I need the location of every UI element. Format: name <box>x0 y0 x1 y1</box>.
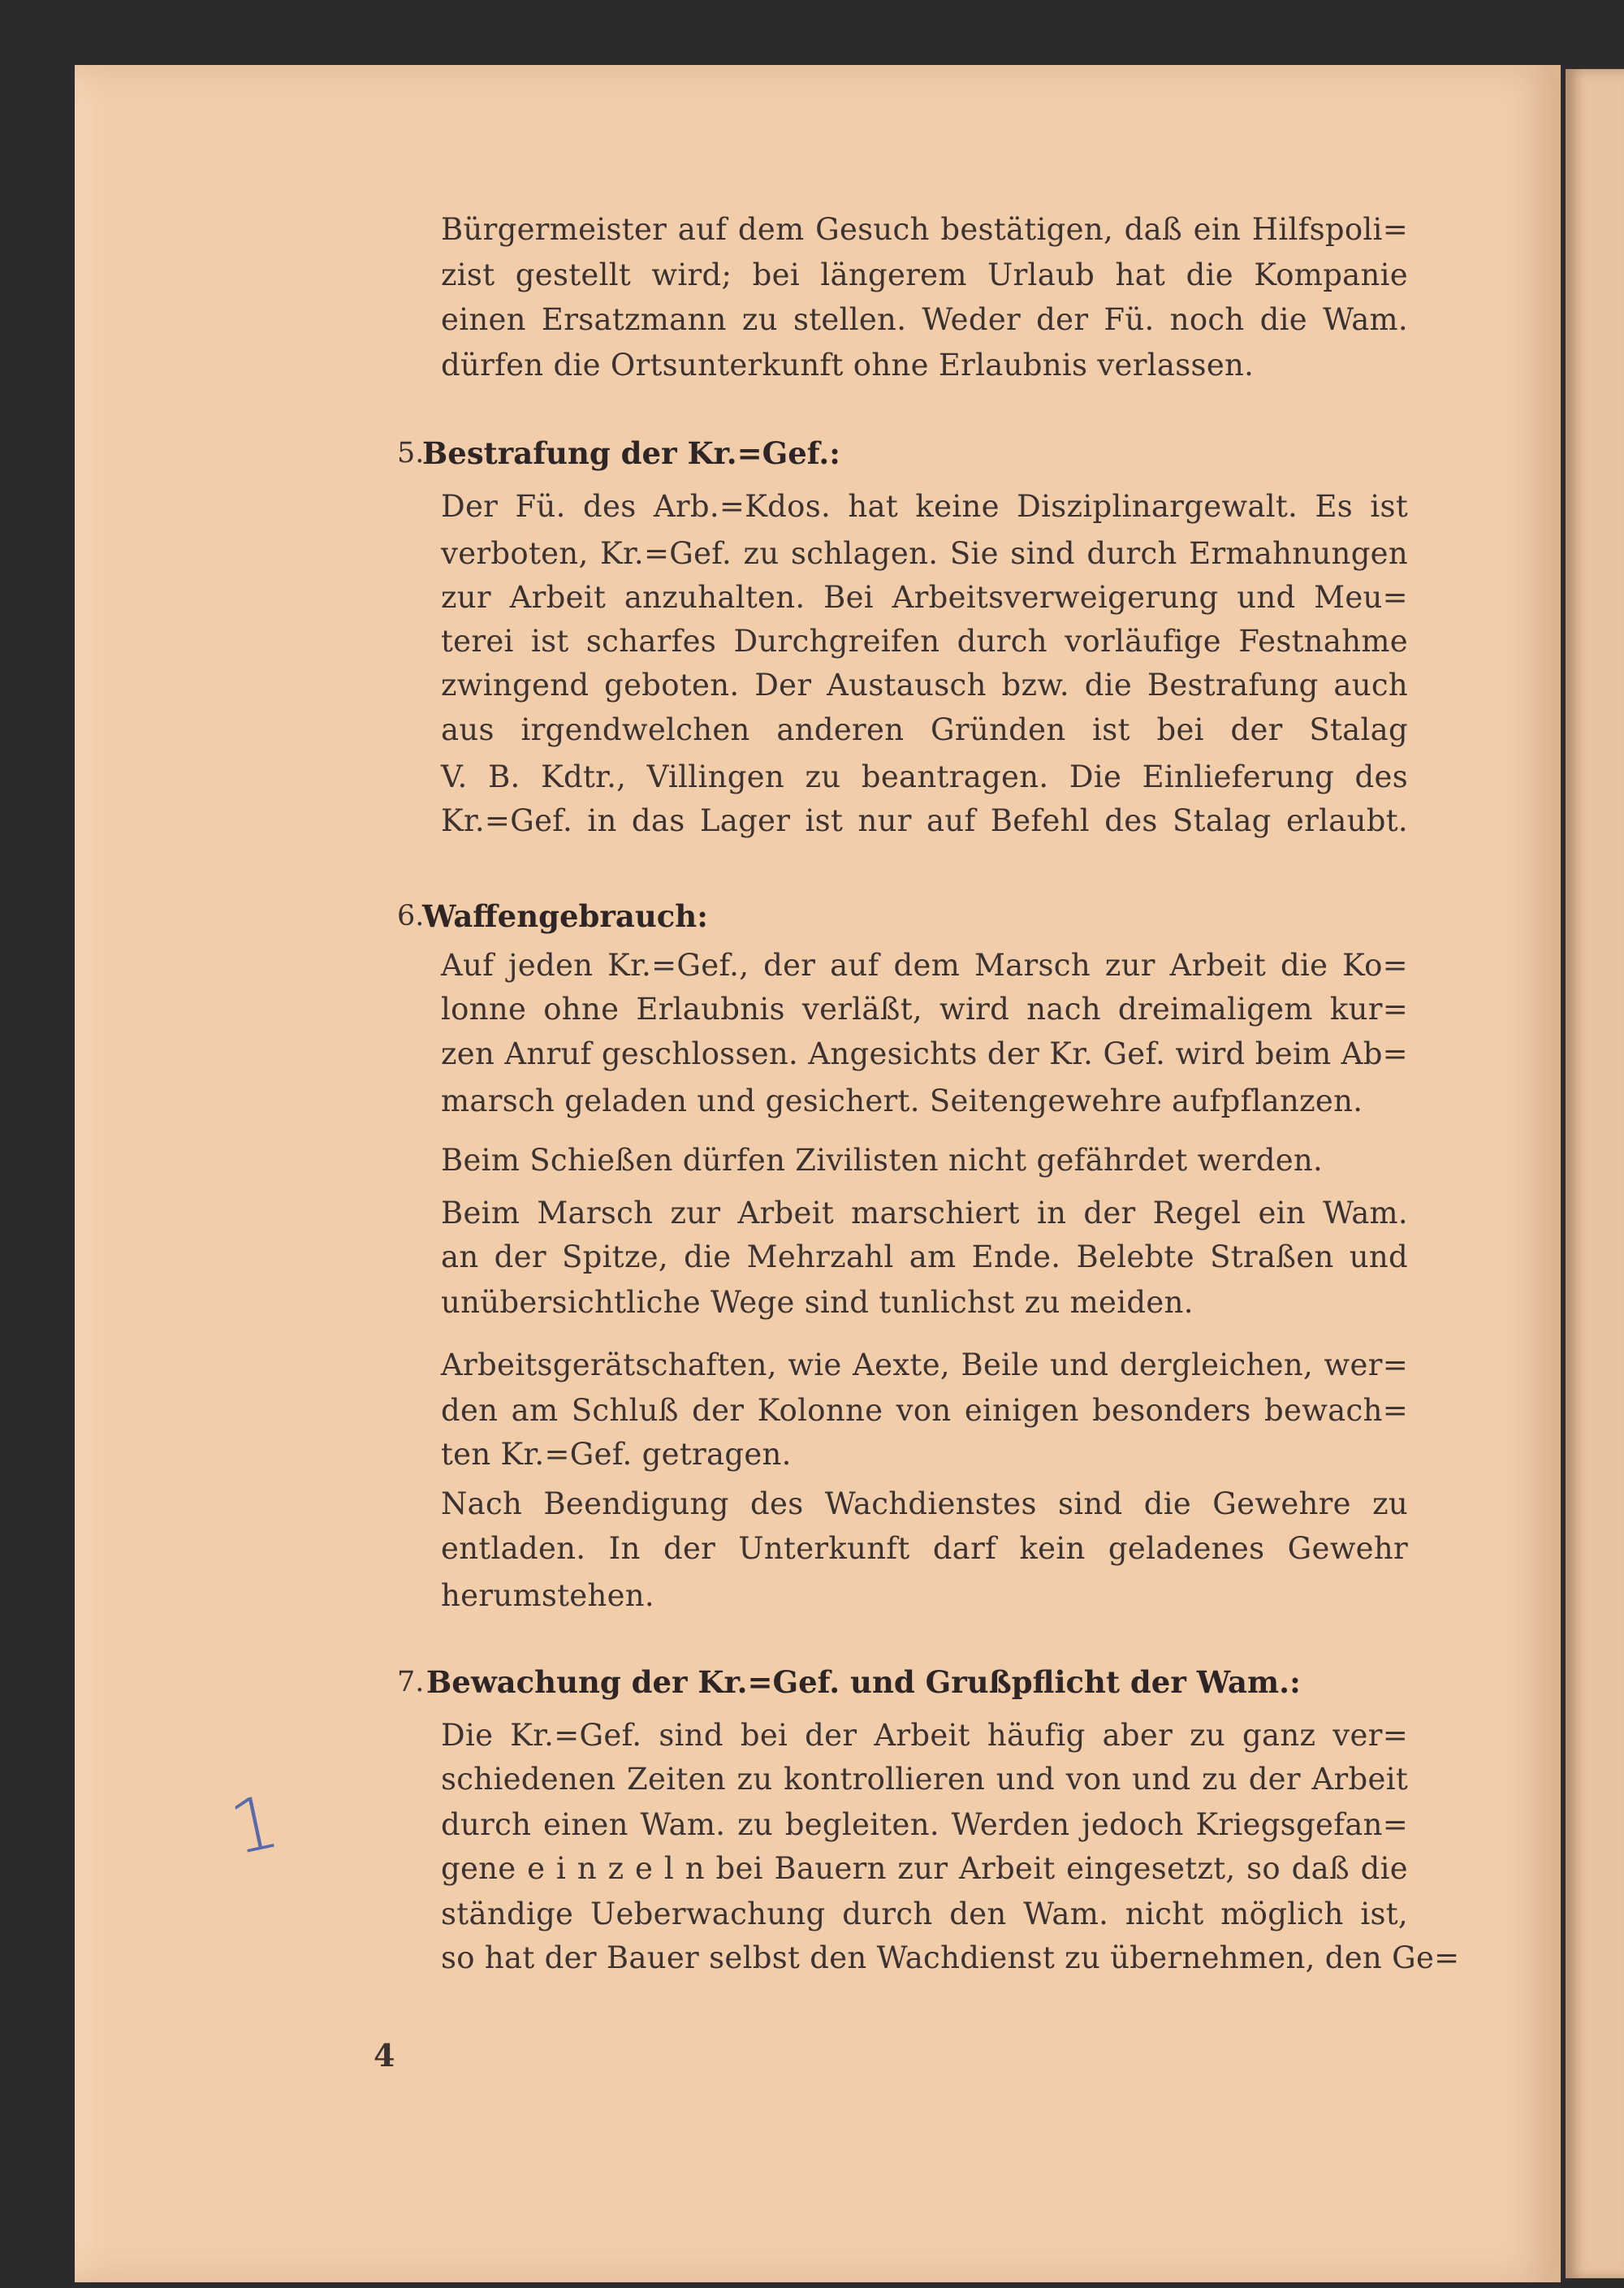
text-line: herumstehen. <box>441 1577 654 1613</box>
section-heading: Bewachung der Kr.=Gef. und Grußpflicht der Wam.: <box>426 1663 1301 1700</box>
handwritten-mark: 1 <box>222 1779 287 1872</box>
text-line: Kr.=Gef. in das Lager ist nur auf Befehl des Stalag erlaubt. <box>441 802 1408 838</box>
text-line: zen Anruf geschlossen. Angesichts der Kr. Gef. wird beim Ab= <box>441 1036 1408 1072</box>
text-line: unübersichtliche Wege sind tunlichst zu meiden. <box>441 1284 1194 1320</box>
text-line: dürfen die Ortsunterkunft ohne Erlaubnis verlassen. <box>441 348 1255 383</box>
text-line: zist gestellt wird; bei längerem Urlaub hat die Kompanie <box>441 257 1408 292</box>
text-line: Bürgermeister auf dem Gesuch bestätigen, daß ein Hilfspoli= <box>441 211 1408 247</box>
text-line: Beim Schießen dürfen Zivilisten nicht gefährdet werden. <box>441 1143 1324 1179</box>
text-line: zwingend geboten. Der Austausch bzw. die Bestrafung auch <box>441 667 1408 703</box>
text-line: Arbeitsgerätschaften, wie Aexte, Beile und dergleichen, wer= <box>441 1347 1408 1382</box>
text-line: ten Kr.=Gef. getragen. <box>441 1436 792 1472</box>
section-number: 7. <box>397 1665 425 1698</box>
text-line: Nach Beendigung des Wachdienstes sind die Gewehre zu <box>441 1486 1408 1521</box>
text-line: so hat der Bauer selbst den Wachdienst zu übernehmen, den Ge= <box>441 1940 1460 1975</box>
text-line: aus irgendwelchen anderen Gründen ist bei der Stalag <box>441 712 1408 748</box>
text-line: Auf jeden Kr.=Gef., der auf dem Marsch zur Arbeit die Ko= <box>441 947 1408 983</box>
text-line: einen Ersatzmann zu stellen. Weder der Fü. noch die Wam. <box>441 302 1408 338</box>
section-heading: Waffengebrauch: <box>422 897 708 934</box>
text-line: den am Schluß der Kolonne von einigen besonders bewach= <box>441 1392 1408 1428</box>
text-line: V. B. Kdtr., Villingen zu beantragen. Die Einlieferung des <box>441 759 1408 794</box>
text-line: lonne ohne Erlaubnis verläßt, wird nach dreimaligem kur= <box>441 991 1408 1027</box>
section-number: 5. <box>397 436 425 469</box>
section-number: 6. <box>397 899 425 932</box>
text-line: Der Fü. des Arb.=Kdos. hat keine Disziplinargewalt. Es ist <box>441 489 1408 525</box>
text-line: zur Arbeit anzuhalten. Bei Arbeitsverweigerung und Meu= <box>441 579 1408 615</box>
text-line: an der Spitze, die Mehrzahl am Ende. Belebte Straßen und <box>441 1239 1408 1274</box>
text-line: ständige Ueberwachung durch den Wam. nicht möglich ist, <box>441 1896 1408 1931</box>
page-number: 4 <box>374 2037 395 2074</box>
text-line: entladen. In der Unterkunft darf kein geladenes Gewehr <box>441 1531 1408 1567</box>
text-line: schiedenen Zeiten zu kontrollieren und von und zu der Arbeit <box>441 1762 1408 1797</box>
adjacent-page-edge <box>1566 69 1624 2278</box>
section-heading: Bestrafung der Kr.=Gef.: <box>422 435 840 471</box>
text-line: Beim Marsch zur Arbeit marschiert in der Regel ein Wam. <box>441 1196 1408 1231</box>
text-line: durch einen Wam. zu begleiten. Werden jedoch Kriegsgefan= <box>441 1807 1408 1843</box>
text-line: verboten, Kr.=Gef. zu schlagen. Sie sind durch Ermahnungen <box>441 535 1408 571</box>
text-line: terei ist scharfes Durchgreifen durch vorläufige Festnahme <box>441 623 1408 659</box>
text-line: marsch geladen und gesichert. Seitengewehre aufpflanzen. <box>441 1083 1363 1118</box>
text-line: gene e i n z e l n bei Bauern zur Arbeit eingesetzt, so daß die <box>441 1850 1408 1886</box>
text-line: Die Kr.=Gef. sind bei der Arbeit häufig aber zu ganz ver= <box>441 1718 1408 1754</box>
